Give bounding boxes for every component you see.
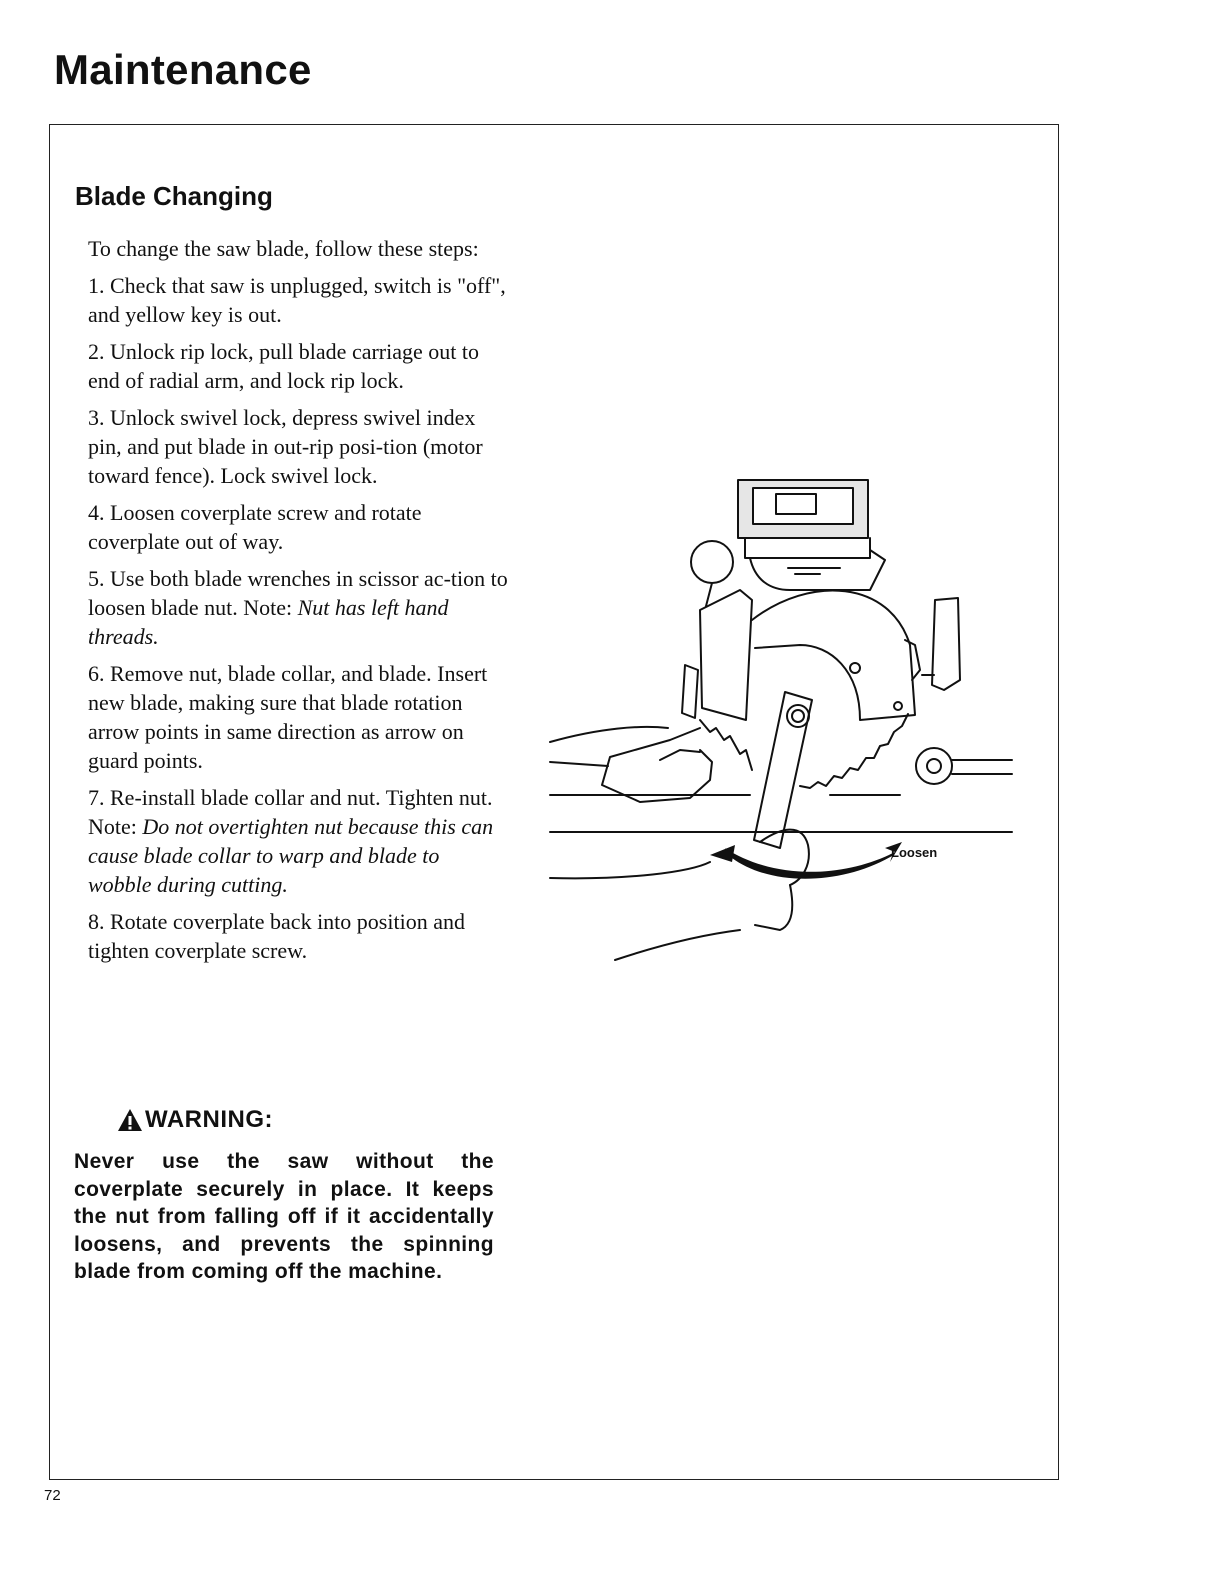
saw-handle	[932, 598, 960, 690]
note-label: Note:	[88, 814, 137, 839]
instructions-column	[88, 234, 508, 973]
coverplate	[700, 590, 752, 720]
note-label: Note:	[243, 595, 293, 620]
step-5: 5. Use both blade wrenches in scissor ac-tion to loosen blade nut. Note: Nut has left hand threads.	[88, 566, 508, 649]
note-text: Nut has left hand threads.	[88, 595, 449, 649]
step-1: 1. Check that saw is unplugged, switch is "off", and yellow key is out.	[88, 273, 506, 327]
warning-label: WARNING:	[145, 1106, 273, 1133]
warning-triangle-icon	[117, 1108, 143, 1132]
knob	[691, 541, 733, 583]
intro-paragraph: To change the saw blade, follow these steps:	[88, 236, 479, 261]
section-heading: Blade Changing	[75, 181, 273, 211]
step-2: 2. Unlock rip lock, pull blade carriage out to end of radial arm, and lock rip lock.	[88, 339, 479, 393]
step-4: 4. Loosen coverplate screw and rotate coverplate out of way.	[88, 500, 422, 554]
warning-heading	[117, 1106, 273, 1134]
step-7: 7. Re-install blade collar and nut. Tighten nut. Note: Do not overtighten nut because this can cause blade collar to warp and blade to wobble during cutting.	[88, 785, 494, 897]
page-title: Maintenance	[54, 46, 312, 93]
page-number: 72	[44, 1487, 61, 1504]
step-8: 8. Rotate coverplate back into position and tighten coverplate screw.	[88, 909, 465, 963]
step-3: 3. Unlock swivel lock, depress swivel index pin, and put blade in out-rip posi-tion (motor toward fence). Lock swivel lock.	[88, 405, 483, 488]
blade-guard	[752, 590, 915, 720]
step-6: 6. Remove nut, blade collar, and blade. Insert new blade, making sure that blade rotation arrow points in same direction as arrow on guard points.	[88, 661, 488, 773]
loosen-arrow	[725, 842, 902, 879]
note-text: Do not overtighten nut because this can cause blade collar to warp and blade to wobble during cutting.	[88, 814, 494, 897]
roller	[916, 748, 952, 784]
loosen-callout: Loosen	[891, 845, 938, 860]
warning-text: Never use the saw without the coverplate securely in place. It keeps the nut from falling off if it accidentally loosens, and prevents the spinning blade from coming off the machine.	[74, 1150, 494, 1283]
saw-blade-illustration	[540, 470, 1020, 970]
